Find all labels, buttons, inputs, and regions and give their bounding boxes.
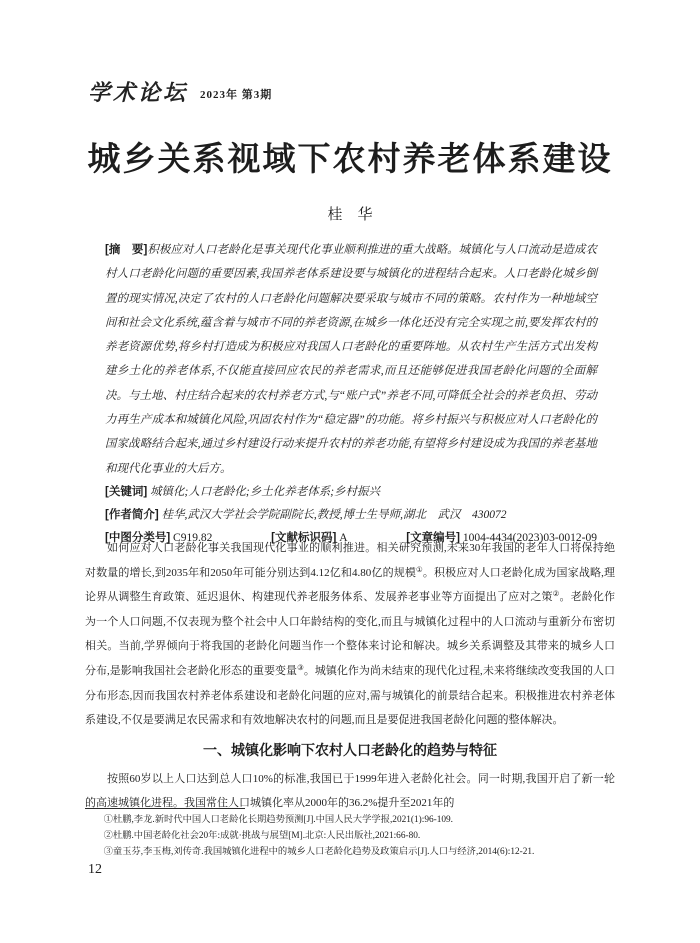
article-id-value: 1004-4434(2023)03-0012-09 [462,531,597,544]
clc-value: C919.82 [173,531,213,544]
author-bio-label: [作者简介] [105,508,159,521]
footnote-divider [85,808,245,809]
author-name: 桂 华 [327,207,373,223]
keywords-label: [关键词] [105,485,148,498]
section-heading-1: 一、城镇化影响下农村人口老龄化的趋势与特征 [203,741,497,758]
footnote-item: ③童玉芬,李玉梅,刘传奇.我国城镇化进程中的城乡人口老龄化趋势及政策启示[J].人口与经济,2014(6):12-21. [103,846,535,857]
abstract-text: 积极应对人口老龄化是事关现代化事业顺利推进的重大战略。城镇化与人口流动是造成农村人口老龄化问题的重要因素,我国养老体系建设要与城镇化的进程结合起来。人口老龄化城乡倒置的现实情况,决定了农村的人口老龄化问题解决要采取与城市不同的策略。农村作为一种地域空间和社会文化系统,蕴含着与城市不同的养老资源,在城乡一体化还没有完全实现之前,要发挥农村的养老资源优势,将乡村打造成为积极应对我国人口老龄化的重要阵地。从农村生产生活方式出发构建乡土化的养老体系,不仅能直接回应农民的养老需求,而且还能够促进我国老龄化问题的全面解决。与土地、村庄结合起来的农村养老方式,与“账户式”养老不同,可降低全社会的养老负担、劳动力再生产成本和城镇化风险,巩固农村作为“稳定器”的功能。将乡村振兴与积极应对人口老龄化的国家战略结合起来,通过乡村建设行动来提升农村的养老功能,有望将乡村建设成为我国的养老基地和现代化事业的大后方。 [105,244,597,475]
body-paragraph-1: 如何应对人口老龄化事关我国现代化事业的顺利推进。相关研究预测,未来30年我国的老年人口将保持绝对数量的增长,到2035年和2050年可能分别达到4.12亿和4.80亿的规模①。积极应对人口老龄化成为国家战略,理论界从调整生育政策、延迟退休、构建现代养老服务体系、发展养老事业等方面提出了应对之策②。老龄化作为一个人口问题,不仅表现为整个社会中人口年龄结构的变化,而且与城镇化过程中的人口流动与重新分布密切相关。当前,学界倾向于将我国的老龄化问题当作一个整体来讨论和解决。城乡关系调整及其带来的城乡人口分布,是影响我国社会老龄化形态的重要变量③。城镇化作为尚未结束的现代化过程,未来将继续改变我国的人口分布形态,因而我国农村养老体系建设和老龄化问题的应对,需与城镇化的前景结合起来。积极推进农村养老体系建设,不仅是要满足农民需求和有效地解决农村的问题,而且是要促进我国老龄化问题的整体解决。 [85,542,616,727]
clc-label: [中图分类号] [105,531,171,544]
page-number: 12 [88,862,102,877]
keywords-text: 城镇化;人口老龄化;乡土化养老体系;乡村振兴 [150,485,381,498]
doc-code-value: A [339,531,348,544]
journal-issue: 2023年 第3期 [200,89,273,101]
keywords-line [105,481,597,504]
footnote-item: ①杜鹏,李龙.新时代中国人口老龄化长期趋势预测[J].中国人民大学学报,2021(1):96-109. [103,815,453,825]
author-bio-line [105,504,597,527]
journal-logo: 学术论坛 [88,80,189,106]
author-bio-text: 桂华,武汉大学社会学院副院长,教授,博士生导师,湖北 武汉 430072 [161,508,507,521]
article-body [85,536,615,816]
journal-masthead [88,76,272,107]
abstract-label: [摘 要] [105,244,148,256]
doc-code-label: [文献标识码] [271,531,337,544]
abstract-block [105,238,597,550]
body-paragraph-2: 按照60岁以上人口达到总人口10%的标准,我国已于1999年进入老龄化社会。同一时期,我国开启了新一轮的高速城镇化进程。我国常住人口城镇化率从2000年的36.2%提升至2021年的 [85,772,615,810]
footnote-item: ②杜鹏.中国老龄化社会20年:成就·挑战与展望[M].北京:人民出版社,2021:66-80. [103,830,421,841]
abstract-paragraph [105,238,597,481]
article-id-label: [文章编号] [406,531,460,544]
article-title: 城乡关系视域下农村养老体系建设 [87,140,613,177]
footnote-block [85,806,615,860]
